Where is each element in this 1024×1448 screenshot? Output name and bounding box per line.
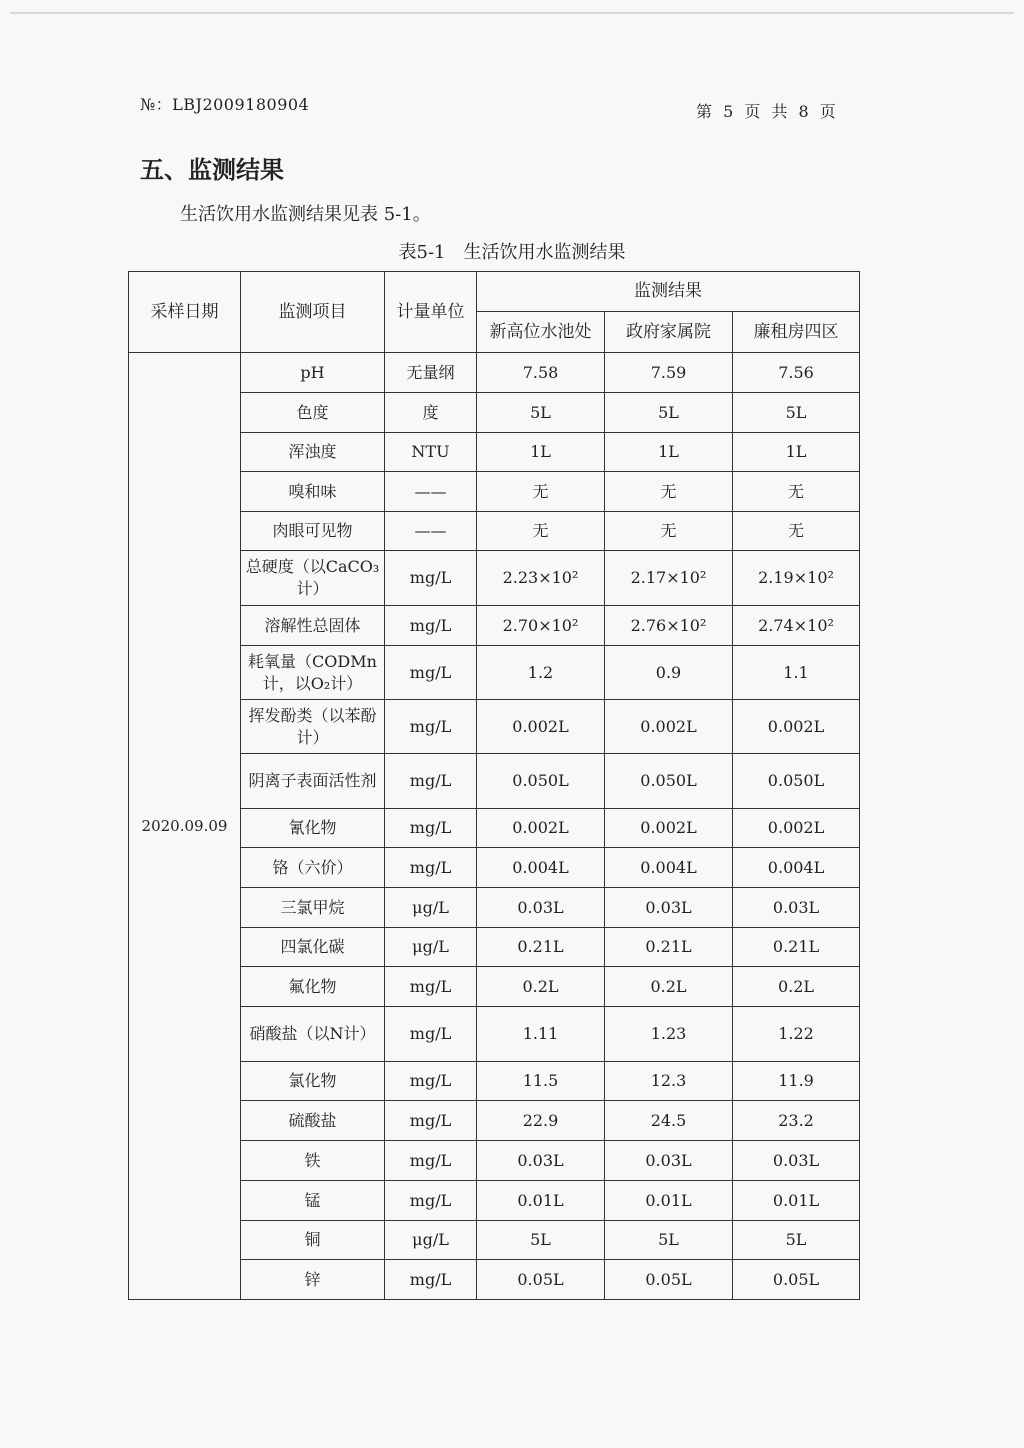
site2-value: 0.05L [605,1260,733,1300]
header-site-3: 廉租房四区 [733,312,860,353]
section-title: 五、监测结果 [140,156,284,184]
unit-cell: μg/L [385,1221,477,1260]
site1-value: 0.03L [477,1141,605,1181]
header-item: 监测项目 [241,272,385,353]
site3-value: 0.05L [733,1260,860,1300]
unit-cell: mg/L [385,1101,477,1141]
site1-value: 0.002L [477,700,605,754]
unit-cell: mg/L [385,1181,477,1221]
site1-value: 2.23×10² [477,551,605,606]
site2-value: 7.59 [605,353,733,393]
header-site-2: 政府家属院 [605,312,733,353]
site3-value: 23.2 [733,1101,860,1141]
site3-value: 0.002L [733,700,860,754]
site2-value: 0.004L [605,848,733,888]
site2-value: 1L [605,433,733,472]
site2-value: 无 [605,472,733,512]
table-caption: 表5-1 生活饮用水监测结果 [398,242,626,263]
site1-value: 22.9 [477,1101,605,1141]
site3-value: 1L [733,433,860,472]
site3-value: 2.74×10² [733,606,860,646]
unit-cell: mg/L [385,1141,477,1181]
item-cell: 浑浊度 [241,433,385,472]
unit-cell: 无量纲 [385,353,477,393]
site3-value: 0.004L [733,848,860,888]
item-cell: 氰化物 [241,809,385,848]
site1-value: 0.002L [477,809,605,848]
unit-cell: —— [385,512,477,551]
unit-cell: mg/L [385,848,477,888]
page-indicator: 第 5 页 共 8 页 [696,102,839,121]
site2-value: 0.2L [605,967,733,1007]
site1-value: 1.2 [477,646,605,700]
unit-cell: —— [385,472,477,512]
site1-value: 1.11 [477,1007,605,1062]
unit-cell: mg/L [385,967,477,1007]
item-cell: 铜 [241,1221,385,1260]
item-cell: 四氯化碳 [241,928,385,967]
site2-value: 0.01L [605,1181,733,1221]
site2-value: 0.050L [605,754,733,809]
site3-value: 7.56 [733,353,860,393]
site2-value: 0.03L [605,888,733,928]
unit-cell: NTU [385,433,477,472]
site2-value: 0.9 [605,646,733,700]
unit-cell: mg/L [385,606,477,646]
site3-value: 0.2L [733,967,860,1007]
item-cell: pH [241,353,385,393]
site1-value: 0.004L [477,848,605,888]
item-cell: 挥发酚类（以苯酚计） [241,700,385,754]
site2-value: 24.5 [605,1101,733,1141]
table-body [129,353,860,1300]
unit-cell: mg/L [385,1260,477,1300]
site3-value: 1.1 [733,646,860,700]
site2-value: 0.03L [605,1141,733,1181]
unit-cell: mg/L [385,646,477,700]
unit-cell: μg/L [385,888,477,928]
site2-value: 5L [605,1221,733,1260]
site2-value: 2.76×10² [605,606,733,646]
header-site-1: 新高位水池处 [477,312,605,353]
site3-value: 2.19×10² [733,551,860,606]
item-cell: 氯化物 [241,1062,385,1101]
site2-value: 1.23 [605,1007,733,1062]
site1-value: 5L [477,1221,605,1260]
site2-value: 5L [605,393,733,433]
site1-value: 7.58 [477,353,605,393]
item-cell: 硫酸盐 [241,1101,385,1141]
site3-value: 0.01L [733,1181,860,1221]
intro-paragraph: 生活饮用水监测结果见表 5-1。 [180,204,431,225]
item-cell: 溶解性总固体 [241,606,385,646]
item-cell: 嗅和味 [241,472,385,512]
table-row [129,353,860,393]
site3-value: 0.03L [733,1141,860,1181]
site1-value: 0.21L [477,928,605,967]
scan-edge-line [10,12,1014,14]
site1-value: 5L [477,393,605,433]
site1-value: 1L [477,433,605,472]
unit-cell: μg/L [385,928,477,967]
site3-value: 0.050L [733,754,860,809]
site2-value: 0.002L [605,809,733,848]
site2-value: 2.17×10² [605,551,733,606]
unit-cell: mg/L [385,754,477,809]
item-cell: 阴离子表面活性剂 [241,754,385,809]
unit-cell: 度 [385,393,477,433]
site3-value: 5L [733,1221,860,1260]
site1-value: 0.2L [477,967,605,1007]
header-results: 监测结果 [477,272,860,312]
unit-cell: mg/L [385,700,477,754]
site3-value: 0.21L [733,928,860,967]
site1-value: 0.050L [477,754,605,809]
item-cell: 总硬度（以CaCO₃计） [241,551,385,606]
site1-value: 0.03L [477,888,605,928]
item-cell: 铁 [241,1141,385,1181]
item-cell: 锰 [241,1181,385,1221]
site2-value: 0.21L [605,928,733,967]
results-table [128,271,860,1300]
sampling-date-cell: 2020.09.09 [129,353,241,1300]
site1-value: 0.01L [477,1181,605,1221]
site3-value: 0.03L [733,888,860,928]
site1-value: 2.70×10² [477,606,605,646]
item-cell: 氟化物 [241,967,385,1007]
item-cell: 锌 [241,1260,385,1300]
item-cell: 硝酸盐（以N计） [241,1007,385,1062]
site3-value: 11.9 [733,1062,860,1101]
unit-cell: mg/L [385,809,477,848]
site1-value: 无 [477,472,605,512]
item-cell: 三氯甲烷 [241,888,385,928]
site3-value: 5L [733,393,860,433]
unit-cell: mg/L [385,1007,477,1062]
site3-value: 0.002L [733,809,860,848]
header-date: 采样日期 [129,272,241,353]
site3-value: 无 [733,472,860,512]
site1-value: 0.05L [477,1260,605,1300]
header-unit: 计量单位 [385,272,477,353]
site1-value: 11.5 [477,1062,605,1101]
document-number: №：LBJ2009180904 [140,95,310,114]
site2-value: 无 [605,512,733,551]
site2-value: 12.3 [605,1062,733,1101]
site1-value: 无 [477,512,605,551]
site3-value: 无 [733,512,860,551]
unit-cell: mg/L [385,551,477,606]
item-cell: 肉眼可见物 [241,512,385,551]
item-cell: 色度 [241,393,385,433]
item-cell: 耗氧量（CODMn计，以O₂计） [241,646,385,700]
site2-value: 0.002L [605,700,733,754]
item-cell: 铬（六价） [241,848,385,888]
unit-cell: mg/L [385,1062,477,1101]
site3-value: 1.22 [733,1007,860,1062]
